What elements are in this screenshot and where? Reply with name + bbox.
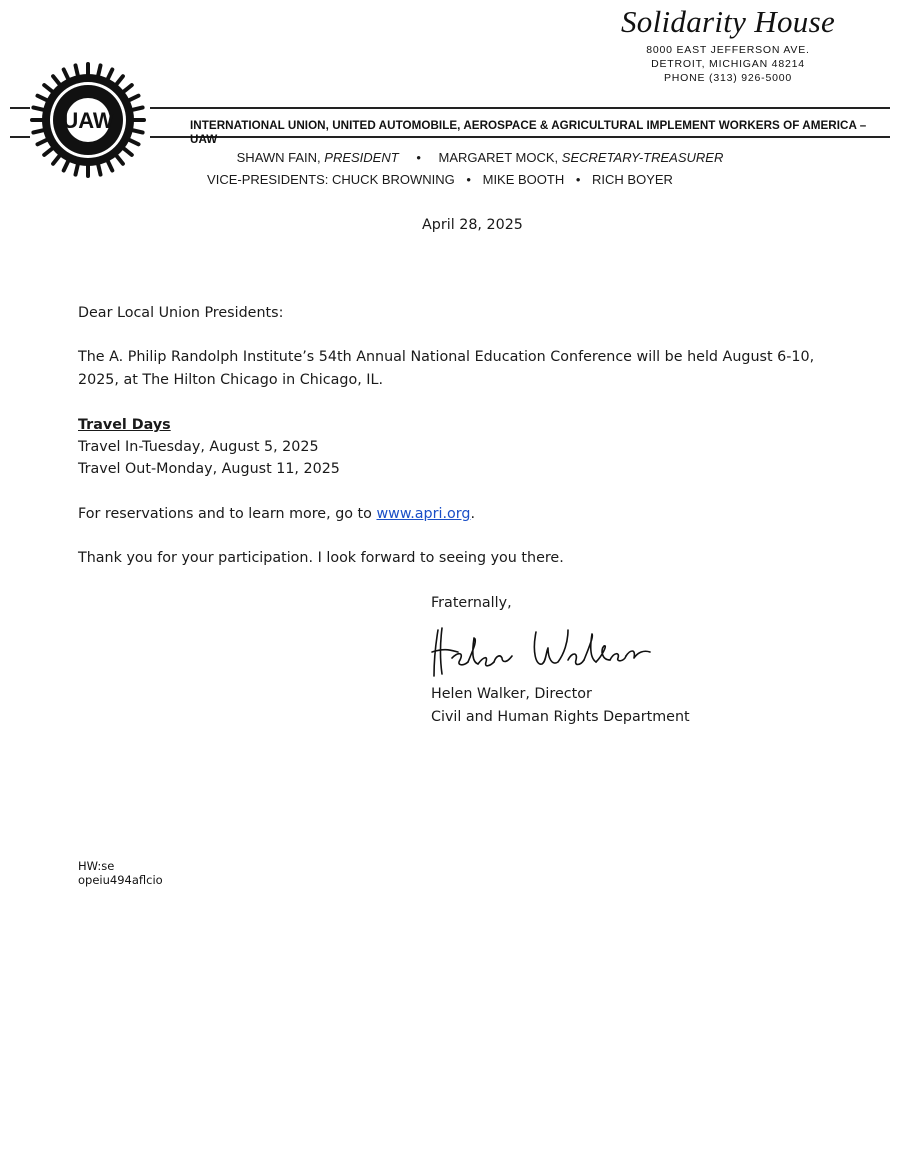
intro-line-2: 2025, at The Hilton Chicago in Chicago, IL. [78, 372, 384, 388]
vp-2: MIKE BOOTH [482, 172, 565, 187]
president-title: PRESIDENT [324, 150, 399, 165]
vp-3: RICH BOYER [592, 172, 673, 187]
logo-text: UAW [62, 108, 114, 133]
uaw-logo [30, 58, 150, 184]
secretary-name: MARGARET MOCK, [438, 150, 562, 165]
union-label: opeiu494aflcio [78, 873, 163, 887]
secretary-title: SECRETARY-TREASURER [561, 150, 724, 165]
solidarity-house-title: Solidarity House [620, 4, 836, 39]
address-line-1: 8000 EAST JEFFERSON AVE. [646, 44, 810, 56]
vp-1: CHUCK BROWNING [332, 172, 455, 187]
separator-dot: • [466, 172, 471, 187]
separator-dot: • [575, 172, 581, 187]
travel-in-line: Travel In-Tuesday, August 5, 2025 [78, 439, 319, 455]
president-name: SHAWN FAIN, [236, 150, 325, 165]
reservations-line [78, 503, 475, 525]
apri-link[interactable]: www.apri.org [376, 506, 471, 522]
reservations-period: . [470, 506, 476, 522]
separator-dot: • [416, 150, 421, 165]
signer-name: Helen Walker, Director [431, 686, 592, 702]
letter-date: April 28, 2025 [422, 217, 523, 233]
thanks-line: Thank you for your participation. I look forward to seeing you there. [78, 550, 564, 566]
travel-out-line: Travel Out-Monday, August 11, 2025 [78, 461, 340, 477]
initials: HW:se [78, 859, 115, 873]
salutation: Dear Local Union Presidents: [78, 305, 284, 321]
signature [428, 622, 658, 682]
address-line-2: DETROIT, MICHIGAN 48214 [651, 58, 805, 70]
phone-line: PHONE (313) 926-5000 [663, 72, 793, 84]
union-name: INTERNATIONAL UNION, UNITED AUTOMOBILE, AEROSPACE & AGRICULTURAL IMPLEMENT WORKERS OF AMERICA – UAW [190, 118, 867, 146]
reservations-text: For reservations and to learn more, go to [78, 506, 377, 522]
vice-presidents-line [0, 172, 900, 187]
officers-line [0, 150, 900, 165]
closing: Fraternally, [431, 595, 512, 611]
signer-department: Civil and Human Rights Department [431, 709, 690, 725]
travel-days-heading: Travel Days [78, 417, 171, 433]
vp-label: VICE-PRESIDENTS: [207, 172, 329, 187]
intro-line-1: The A. Philip Randolph Institute’s 54th Annual National Education Conference will be held August 6-10, [78, 349, 815, 365]
